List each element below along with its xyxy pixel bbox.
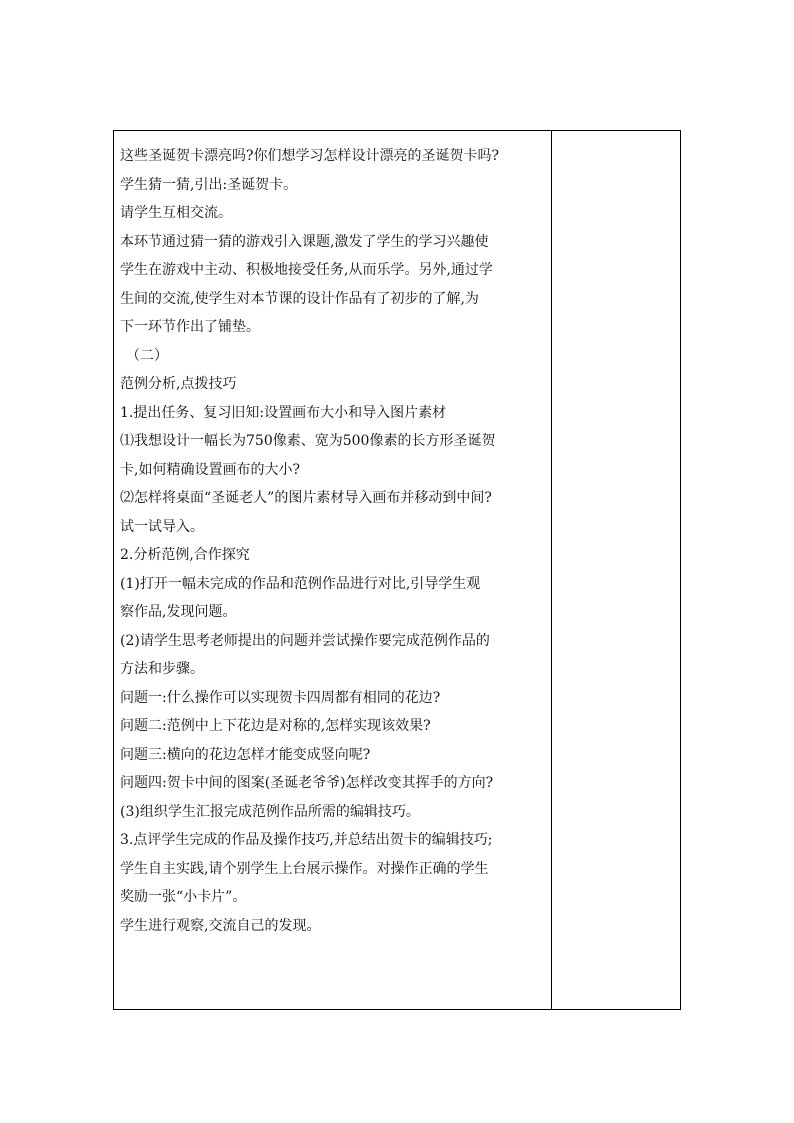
section-number: （二） [126, 347, 168, 364]
lesson-content-cell [114, 131, 552, 1009]
text-line: 这些圣诞贺卡漂亮吗?你们想学习怎样设计漂亮的圣诞贺卡吗? [120, 148, 500, 164]
text-line: 2.分析范例,合作探究 [120, 547, 250, 563]
text-line: (1)打开一幅未完成的作品和范例作品进行对比,引导学生观 [120, 575, 481, 592]
text-line: 学生自主实践,请个别学生上台展示操作。对操作正确的学生 [120, 860, 489, 877]
text-line: 学生进行观察,交流自己的发现。 [120, 917, 321, 934]
question-line: 问题一:什么操作可以实现贺卡四周都有相同的花边? [120, 689, 441, 706]
text-line: 奖励一张“小卡片”。 [120, 889, 247, 905]
text-line: 学生在游戏中主动、积极地接受任务,从而乐学。另外,通过学 [120, 262, 493, 278]
text-line: 方法和步骤。 [120, 661, 204, 677]
text-line: 察作品,发现问题。 [120, 604, 237, 620]
question-line: 问题二:范例中上下花边是对称的,怎样实现该效果? [120, 718, 431, 734]
text-line: (2)请学生思考老师提出的问题并尝试操作要完成范例作品的 [120, 632, 490, 649]
text-line: 下一环节作出了铺垫。 [120, 319, 260, 335]
text-line: ⑴我想设计一幅长为750像素、宽为500像素的长方形圣诞贺 [120, 433, 496, 449]
question-line: 问题四:贺卡中间的图案(圣诞老爷爷)怎样改变其挥手的方向? [120, 775, 494, 791]
text-line: 生间的交流,使学生对本节课的设计作品有了初步的了解,为 [120, 290, 479, 307]
text-line: 1.提出任务、复习旧知:设置画布大小和导入图片素材 [120, 404, 447, 421]
text-line: 卡,如何精确设置画布的大小? [120, 461, 300, 478]
text-line: ⑵怎样将桌面“圣诞老人”的图片素材导入画布并移动到中间? [120, 490, 492, 506]
text-line: 试一试导入。 [120, 518, 204, 535]
text-line: 本环节通过猜一猜的游戏引入课题,激发了学生的学习兴趣使 [120, 233, 489, 250]
text-line: 学生猜一猜,引出:圣诞贺卡。 [120, 176, 298, 193]
text-line: 3.点评学生完成的作品及操作技巧,并总结出贺卡的编辑技巧; [120, 832, 493, 848]
question-line: 问题三:横向的花边怎样才能变成竖向呢? [120, 746, 371, 763]
notes-cell [552, 131, 680, 1009]
text-line: 请学生互相交流。 [120, 205, 232, 221]
lesson-plan-table [113, 130, 681, 1010]
text-line: (3)组织学生汇报完成范例作品所需的编辑技巧。 [120, 803, 420, 820]
section-heading: 范例分析,点拨技巧 [120, 376, 237, 392]
